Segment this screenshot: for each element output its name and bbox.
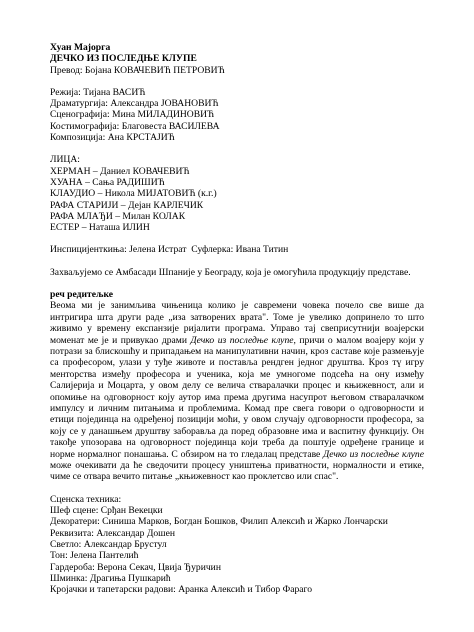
technical-item: Шминка: Драгиња Пушкарић: [50, 572, 171, 584]
thanks-note: Захваљујемо се Амбасади Шпаније у Београду, која је омогућила продукцију представе.: [50, 266, 411, 278]
technical-list: [50, 494, 424, 596]
cast-list: [50, 154, 424, 233]
technical-item: Гардероба: Верона Секач, Цвија Ђуричин: [50, 561, 221, 573]
technical-item: Реквизита: Александар Дошен: [50, 527, 175, 539]
cast-heading: ЛИЦА:: [50, 154, 80, 166]
director-note-text: [50, 300, 424, 483]
technical-item: Декоратери: Синиша Марков, Богдан Бошков, Филип Алексић и Жарко Лончарски: [50, 516, 388, 528]
note-text-part: може очекивати да ће сведочити процесу уништења приватности, нормалности и етике, чиме се отвара вечито питање „књижевност као проклетсво или спас".: [50, 460, 424, 483]
crew-line: Инспицијенткиња: Јелена Истрат Суфлерка: Ивана Титин: [50, 244, 289, 256]
play-title: ДЕЧКО ИЗ ПОСЛЕДЊЕ КЛУПЕ: [50, 53, 197, 65]
credits-list: [50, 87, 424, 143]
cast-member: РАФА МЛАЂИ – Милан КОЛАК: [50, 210, 186, 222]
play-title-inline: Дечко из последње клупе: [323, 448, 424, 460]
cast-member: РАФА СТАРИЈИ – Дејан КАРЛЕЧИК: [50, 199, 204, 211]
cast-member: КЛАУДИО – Никола МИЈАТОВИЋ (к.г.): [50, 188, 217, 200]
credit-line: Сценографија: Мина МИЛАДИНОВИЋ: [50, 109, 215, 121]
credit-line: Режија: Тијана ВАСИЋ: [50, 86, 146, 98]
credit-line: Костимографија: Благовеста ВАСИЛЕВА: [50, 120, 220, 132]
technical-item: Кројачки и тапетарски радови: Аранка Алексић и Тибор Фараго: [50, 584, 313, 596]
director-note-heading: реч редитељке: [50, 289, 114, 301]
author-name: Хуан Мајорга: [50, 42, 111, 53]
credit-line: Драматургија: Александра ЈОВАНОВИЋ: [50, 98, 219, 110]
cast-member: ХЕРМАН – Даниел КОВАЧЕВИЋ: [50, 165, 190, 177]
translation-credit: Превод: Бојана КОВАЧЕВИЋ ПЕТРОВИЋ: [50, 64, 225, 76]
credit-line: Композиција: Ана КРСТАЈИЋ: [50, 132, 175, 144]
technical-item: Светло: Александар Брустул: [50, 539, 167, 551]
play-title-inline: Дечко из последње клупе: [190, 334, 294, 346]
cast-member: ХУАНА – Сања РАДИШИЋ: [50, 176, 165, 188]
note-text-part: , причи о малом воајеру који у потрази за блискошћу и припадањем на манипулативни начин, кроз саставе које размењује са професором, улази у туђе животе и поставља рендген једног друштва. Кроз тү игру менторства између професора и ученика, која ме умногоме подсећа на ону између Салијерија и Моцарта, у овом делу се велича стваралачки процес и књижевност, али и опомиње на одговорност коју аутор има према другима насупрот његовом стваралачком импулсу и личним питањима и проблемима. Комад пре свега говори о одговорности и етици појединца на одређеној позицији моћи, у овом случају одговорности професора, за коју се у данашњем друштву заборавља да поред образовне има и васпитну функцију. Он такође упозорава на одговорност појединца који треба да поштује одређене границе и норме нормалног понашања. С обзиром на то гледалац представе: [50, 334, 424, 460]
technical-item: Шеф сцене: Срђан Векецки: [50, 505, 163, 517]
cast-member: ЕСТЕР – Наташа ИЛИН: [50, 222, 150, 234]
technical-heading: Сценска техника:: [50, 493, 122, 505]
document-page: [50, 42, 424, 596]
technical-item: Тон: Јелена Пантелић: [50, 550, 139, 562]
note-text-part: Веома ми је занимљива чињеница колико је савремени човека почело све више да интригира шта други раде „иза затворених врата". Томе је увелико допринело то што живимо у времену експанзије ријалити програма. Управо тај свеприсутнији воајерски моменат ме је и привукао драми: [50, 300, 424, 346]
